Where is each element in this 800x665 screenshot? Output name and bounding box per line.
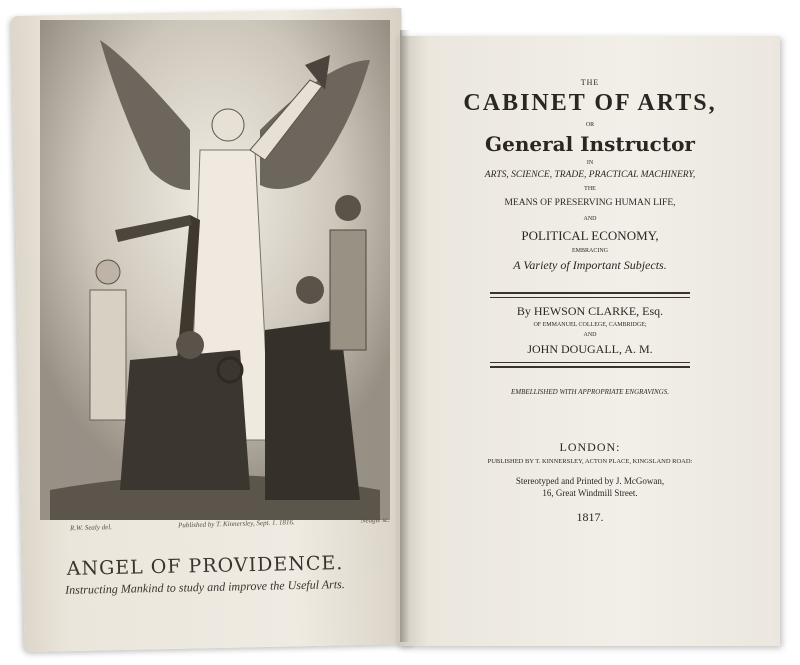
- engraving-title: ANGEL OF PROVIDENCE.: [66, 552, 344, 580]
- girl-head: [96, 260, 120, 284]
- girl-figure: [90, 290, 126, 420]
- embracing-line: EMBRACING: [571, 248, 608, 254]
- main-title: CABINET OF ARTS,: [463, 90, 717, 116]
- in-line: IN: [586, 160, 594, 166]
- title-page-text: [430, 36, 750, 636]
- subjects-line: ARTS, SCIENCE, TRADE, PRACTICAL MACHINERY,: [484, 170, 696, 180]
- engraving-subtitle: Instructing Mankind to study and improve the Useful Arts.: [65, 577, 345, 597]
- artist-credit: R.W. Sealy del.: [69, 523, 113, 533]
- angel-engraving: [40, 20, 390, 550]
- subtitle: General Instructor: [485, 132, 695, 156]
- and-line: AND: [583, 216, 597, 222]
- publisher-line: PUBLISHED BY T. KINNERSLEY, ACTON PLACE, KINGSLAND ROAD:: [487, 458, 693, 465]
- standing-boy: [330, 230, 366, 350]
- author-2: JOHN DOUGALL, A. M.: [527, 342, 653, 356]
- engraver-credit: Neagle sc.: [360, 515, 391, 525]
- the-line: THE: [580, 78, 600, 87]
- publisher-credit: Published by T. Kinnersley, Sept. 1. 1816.: [177, 518, 295, 530]
- author-1: By HEWSON CLARKE, Esq.: [516, 304, 664, 318]
- book-gutter: [400, 30, 410, 642]
- divider-bottom-thin: [490, 362, 690, 363]
- boy-left-head: [176, 331, 204, 359]
- variety-line: A Variety of Important Subjects.: [513, 258, 667, 272]
- means-line: MEANS OF PRESERVING HUMAN LIFE,: [504, 198, 676, 208]
- angel-head: [212, 109, 244, 141]
- economy-line: POLITICAL ECONOMY,: [521, 228, 659, 243]
- printer-line-1: Stereotyped and Printed by J. McGowan,: [515, 476, 665, 486]
- year-line: 1817.: [576, 510, 604, 524]
- and-line-2: AND: [583, 332, 597, 338]
- city-line: LONDON:: [559, 440, 621, 454]
- divider-bottom: [490, 366, 690, 368]
- standing-boy-head: [335, 195, 361, 221]
- kneeling-boy-left: [120, 350, 250, 490]
- printer-line-2: 16, Great Windmill Street.: [542, 488, 638, 498]
- boy-right-head: [296, 276, 324, 304]
- embellished-line: EMBELLISHED WITH APPROPRIATE ENGRAVINGS.: [511, 388, 669, 396]
- or-line: OR: [585, 122, 595, 128]
- the-line-2: THE: [584, 186, 596, 192]
- divider-top-thin: [490, 297, 690, 298]
- divider-top: [490, 292, 690, 294]
- author-1-affiliation: OF EMMANUEL COLLEGE, CAMBRIDGE;: [533, 322, 647, 328]
